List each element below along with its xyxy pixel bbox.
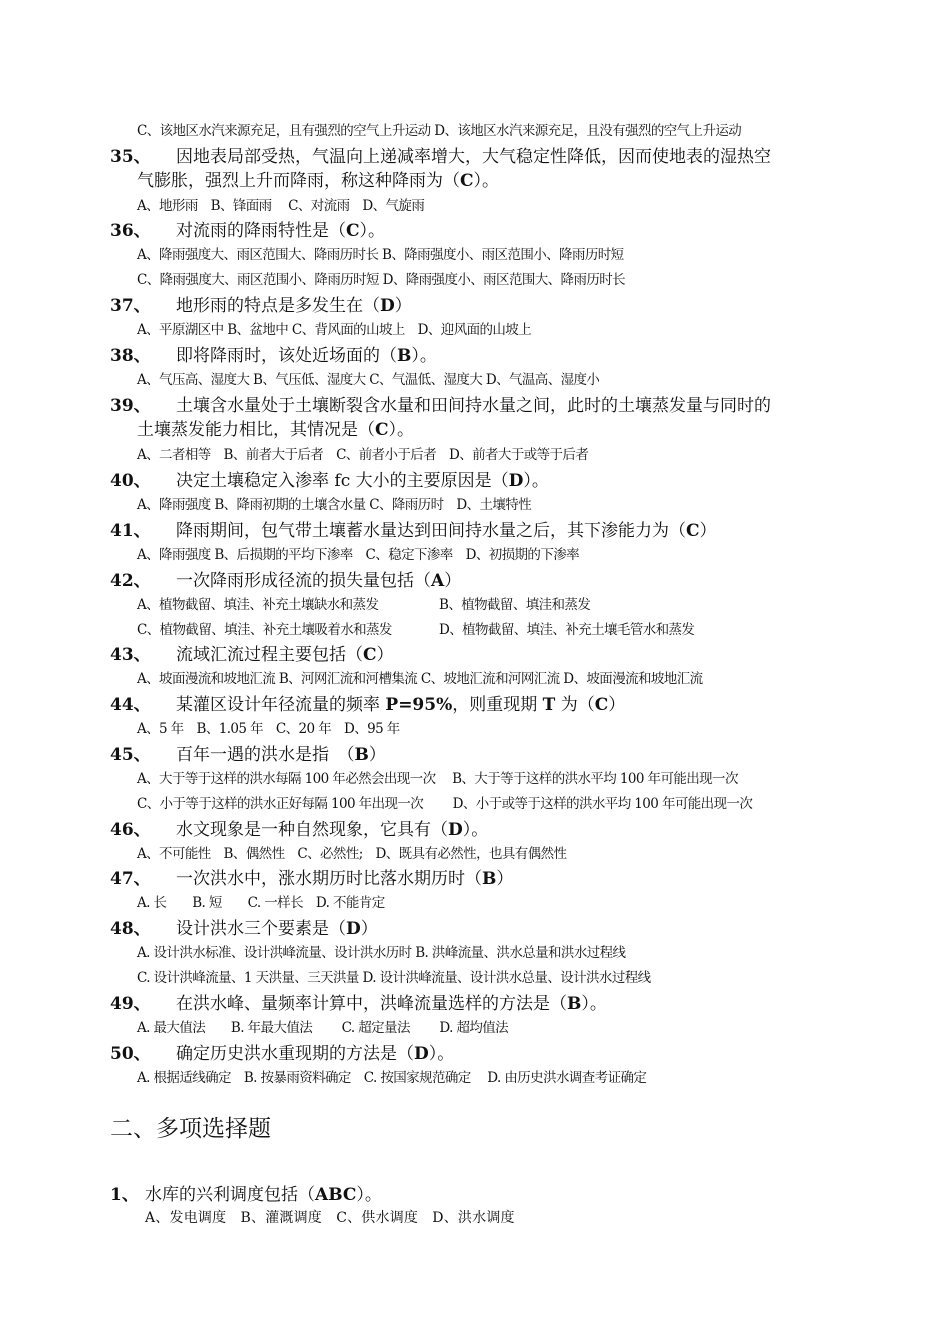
answer-key: B (354, 745, 369, 765)
option-line: A、平原湖区中 B、盆地中 C、背风面的山坡上 D、迎风面的山坡上 (137, 322, 532, 338)
answer-key: C (375, 420, 389, 440)
question-text: 水文现象是一种自然现象，它具有（D）。 (176, 820, 489, 840)
question-number: 48、 (110, 919, 151, 939)
answer-key: D (346, 919, 361, 939)
answer-key: ABC (315, 1185, 357, 1205)
option-line: C、该地区水汽来源充足，且有强烈的空气上升运动 D、该地区水汽来源充足，且没有强烈的空气上升运动 (137, 123, 742, 139)
option-line: A. 长 B. 短 C. 一样长 D. 不能肯定 (137, 895, 385, 911)
option-line: A、5 年 B、1.05 年 C、20 年 D、95 年 (137, 721, 400, 737)
question-number: 38、 (110, 346, 151, 366)
answer-key: C (460, 171, 474, 191)
question-text: 即将降雨时，该处近场面的（B）。 (176, 346, 437, 366)
option-line: A. 设计洪水标准、设计洪峰流量、设计洪水历时 B. 洪峰流量、洪水总量和洪水过程线 (137, 945, 626, 961)
question-text: 某灌区设计年径流量的频率 P=95%，则重现期 T 为（C） (176, 695, 626, 715)
question-number: 49、 (110, 994, 151, 1014)
answer-key: D (508, 471, 524, 491)
question-number: 40、 (110, 471, 151, 491)
option-line: C. 设计洪峰流量、1 天洪量、三天洪量 D. 设计洪峰流量、设计洪水总量、设计洪水过程线 (137, 970, 651, 986)
question-number: 42、 (110, 571, 151, 591)
question-text: 一次洪水中，涨水期历时比落水期历时（B） (176, 869, 514, 889)
option-line: A、大于等于这样的洪水每隔 100 年必然会出现一次 B、大于等于这样的洪水平均 100 年可能出现一次 (137, 771, 738, 787)
option-item: B、植物截留、填洼和蒸发 (439, 597, 591, 613)
option-line: C、降雨强度大、雨区范围小、降雨历时短 D、降雨强度小、雨区范围大、降雨历时长 (137, 272, 626, 288)
question-text: 土壤含水量处于土壤断裂含水量和田间持水量之间，此时的土壤蒸发量与同时的 (176, 396, 771, 416)
question-text: 决定土壤稳定入渗率 fc 大小的主要原因是（D）。 (176, 471, 549, 491)
option-line: A. 根据适线确定 B. 按暴雨资料确定 C. 按国家规范确定 D. 由历史洪水调查考证确定 (137, 1070, 647, 1086)
option-line: A、二者相等 B、前者大于后者 C、前者小于后者 D、前者大于或等于后者 (137, 447, 589, 463)
answer-key: C (686, 521, 700, 541)
answer-key: B (567, 994, 582, 1014)
question-text-continued: 气膨胀，强烈上升而降雨，称这种降雨为（C）。 (137, 171, 500, 191)
answer-key: C (346, 221, 360, 241)
question-text: 设计洪水三个要素是（D） (176, 919, 378, 939)
option-line: A、降雨强度 B、降雨初期的土壤含水量 C、降雨历时 D、土壤特性 (137, 497, 532, 513)
question-number: 39、 (110, 396, 151, 416)
question-text: 百年一遇的洪水是指 （B） (176, 745, 386, 765)
question-text: 因地表局部受热，气温向上递减率增大，大气稳定性降低，因而使地表的湿热空 (176, 147, 771, 167)
answer-key: B (397, 346, 412, 366)
section-title: 二、多项选择题 (110, 1116, 271, 1142)
option-line: A、地形雨 B、锋面雨 C、对流雨 D、气旋雨 (137, 198, 425, 214)
option-line: A、坡面漫流和坡地汇流 B、河网汇流和河槽集流 C、坡地汇流和河网汇流 D、坡面漫流和坡地汇流 (137, 671, 703, 687)
question-text: 水库的兴利调度包括（ABC）。 (145, 1185, 382, 1205)
answer-key: D (380, 296, 395, 316)
option-line: A、气压高、湿度大 B、气压低、湿度大 C、气温低、湿度大 D、气温高、湿度小 (137, 372, 600, 388)
question-number: 47、 (110, 869, 151, 889)
answer-key: A (431, 571, 445, 591)
question-number: 1、 (110, 1185, 139, 1205)
question-number: 36、 (110, 221, 151, 241)
question-text: 地形雨的特点是多发生在（D） (176, 296, 412, 316)
question-text: 一次降雨形成径流的损失量包括（A） (176, 571, 462, 591)
option-line: A、不可能性 B、偶然性 C、必然性; D、既具有必然性，也具有偶然性 (137, 846, 567, 862)
question-text: 对流雨的降雨特性是（C）。 (176, 221, 386, 241)
question-text: 降雨期间，包气带土壤蓄水量达到田间持水量之后，其下渗能力为（C） (176, 521, 717, 541)
option-line: A、降雨强度大、雨区范围大、降雨历时长 B、降雨强度小、雨区范围小、降雨历时短 (137, 247, 624, 263)
question-number: 46、 (110, 820, 151, 840)
option-item: C、植物截留、填洼、补充土壤吸着水和蒸发 (137, 622, 392, 638)
answer-key: C (594, 695, 609, 715)
question-text: 流域汇流过程主要包括（C） (176, 645, 394, 665)
option-line: A、发电调度 B、灌溉调度 C、供水调度 D、洪水调度 (145, 1210, 515, 1226)
question-number: 35、 (110, 147, 151, 167)
question-text-continued: 土壤蒸发能力相比，其情况是（C）。 (137, 420, 415, 440)
answer-key: C (363, 645, 377, 665)
option-item: D、植物截留、填洼、补充土壤毛管水和蒸发 (439, 622, 695, 638)
answer-key: D (448, 820, 463, 840)
question-number: 37、 (110, 296, 151, 316)
option-line: C、小于等于这样的洪水正好每隔 100 年出现一次 D、小于或等于这样的洪水平均 100 年可能出现一次 (137, 796, 753, 812)
answer-key: B (482, 869, 497, 889)
question-number: 44、 (110, 695, 151, 715)
answer-key: D (414, 1044, 429, 1064)
question-text: 确定历史洪水重现期的方法是（D）。 (176, 1044, 455, 1064)
question-number: 45、 (110, 745, 151, 765)
option-line: A. 最大值法 B. 年最大值法 C. 超定量法 D. 超均值法 (137, 1020, 509, 1036)
question-text: 在洪水峰、量频率计算中，洪峰流量选样的方法是（B）。 (176, 994, 607, 1014)
option-item: A、植物截留、填洼、补充土壤缺水和蒸发 (137, 597, 379, 613)
question-number: 41、 (110, 521, 151, 541)
question-number: 43、 (110, 645, 151, 665)
question-number: 50、 (110, 1044, 151, 1064)
option-line: A、降雨强度 B、后损期的平均下渗率 C、稳定下渗率 D、初损期的下渗率 (137, 547, 580, 563)
